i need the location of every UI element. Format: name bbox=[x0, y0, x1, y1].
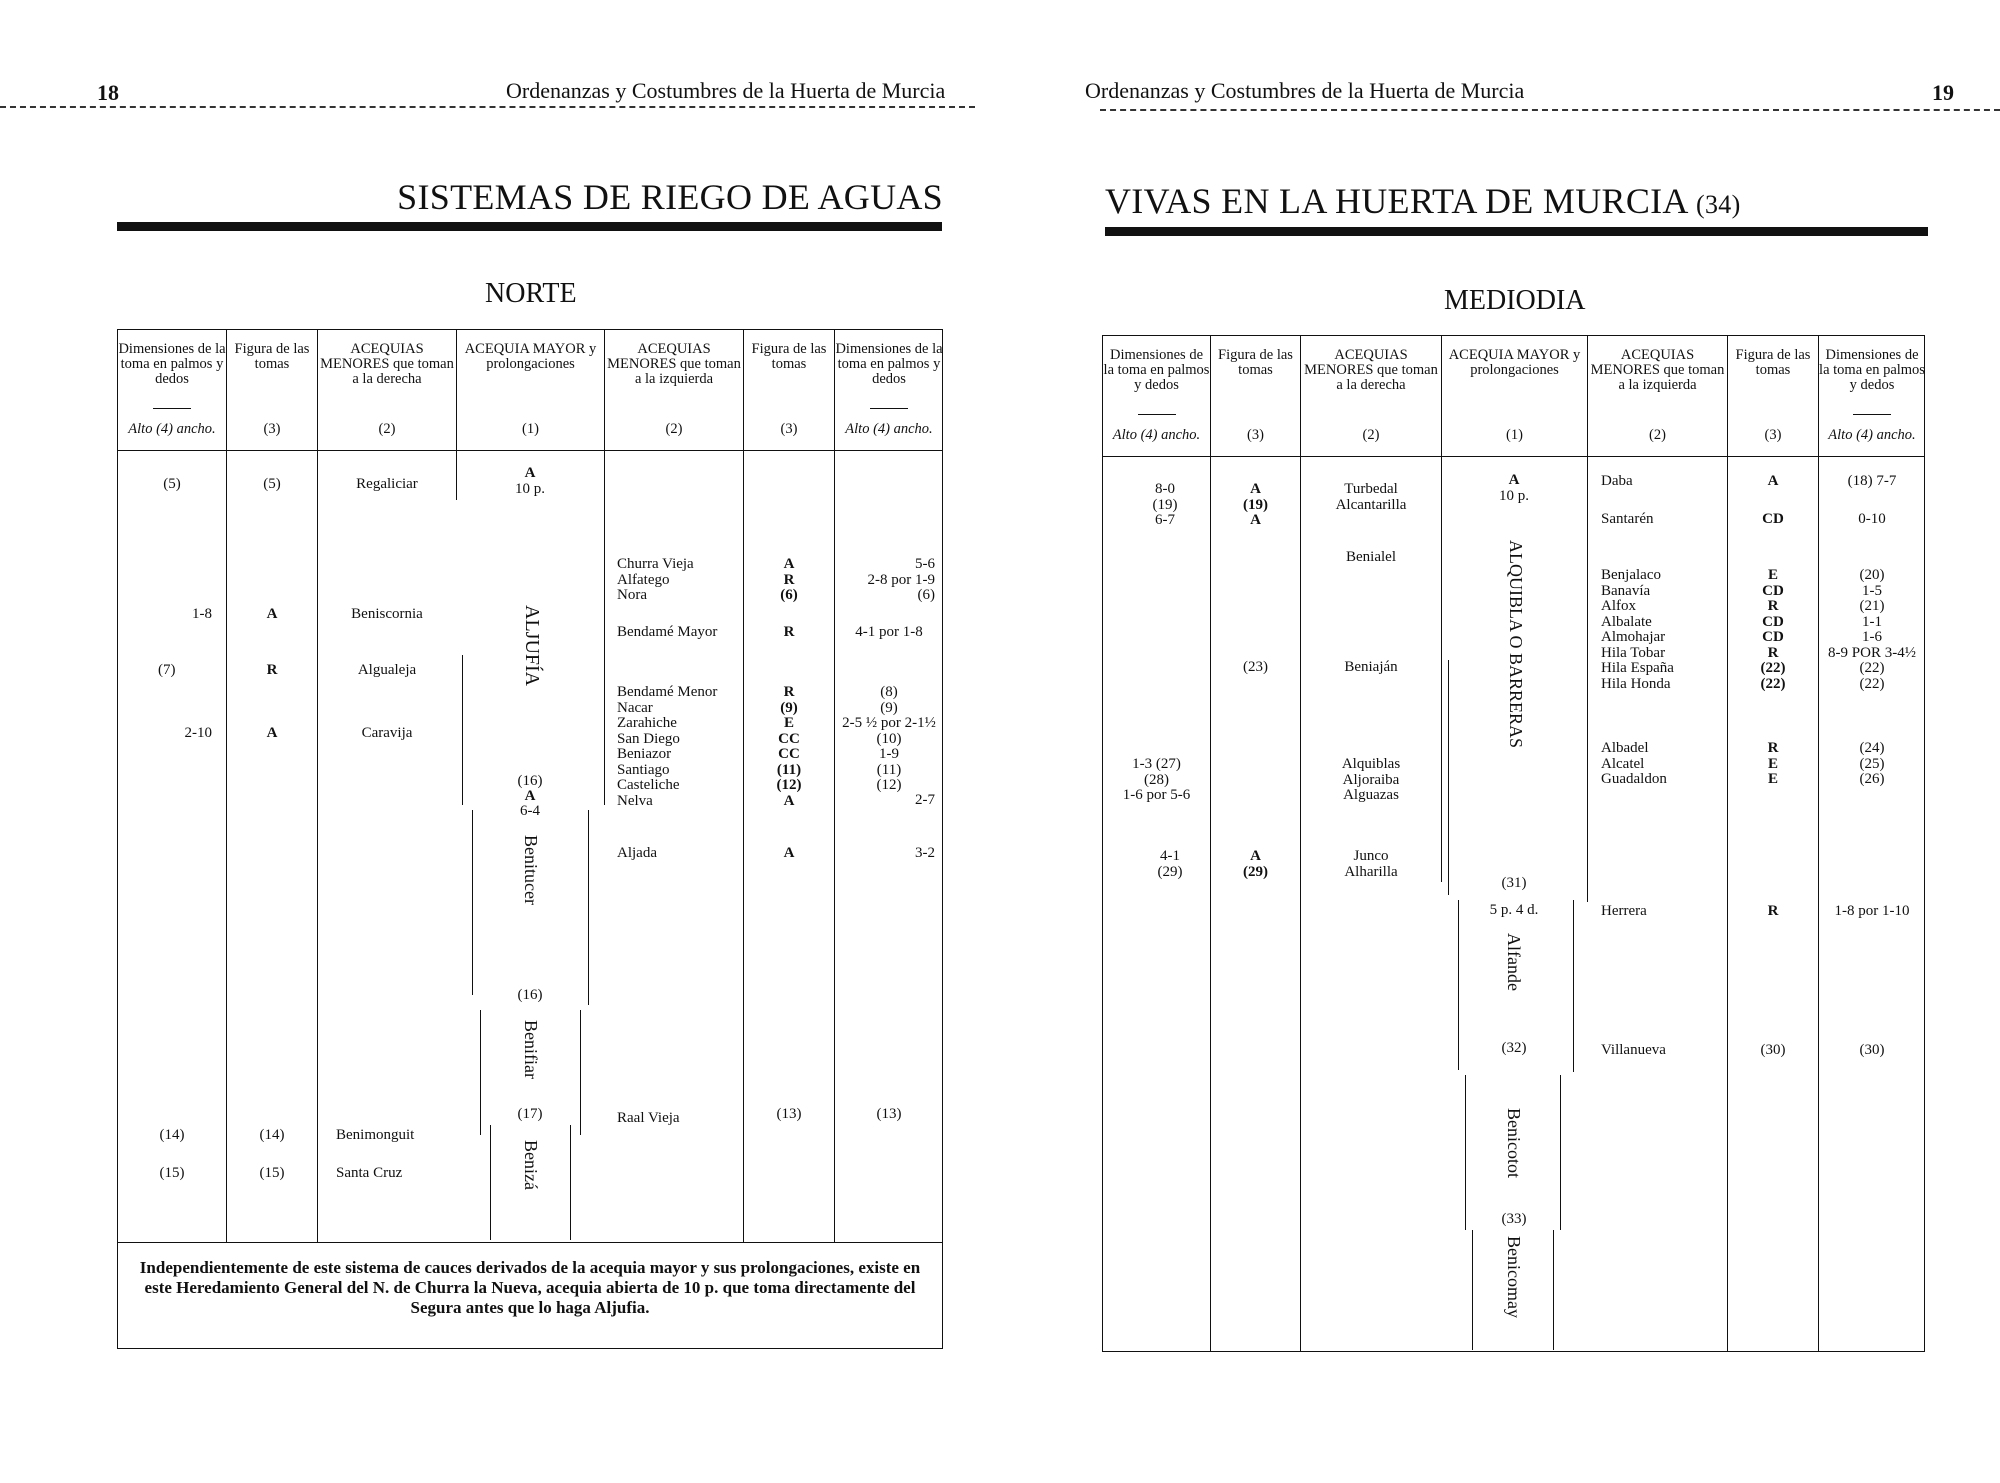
main-channel-aljufia: ALJUFÍA bbox=[521, 605, 543, 687]
dim-cell: 1-8 por 1-10 bbox=[1834, 903, 1910, 919]
channel-name: Beniscornia bbox=[351, 606, 423, 622]
header-number: (2) bbox=[1362, 427, 1380, 443]
header-number: Alto (4) ancho. bbox=[845, 421, 933, 437]
dim-cell: (18) 7-7 bbox=[1847, 473, 1897, 489]
dim-group: 4-1 (29) bbox=[1157, 848, 1183, 880]
channel-figure: A bbox=[1508, 472, 1520, 488]
channel-name: Beniaján bbox=[1344, 659, 1398, 675]
header-sep bbox=[1853, 414, 1891, 415]
fig-group: R (9) E CC CC (11) (12) A bbox=[776, 684, 802, 809]
dim-cell: 0-10 bbox=[1858, 511, 1886, 527]
dim-cell: 3-2 bbox=[915, 845, 935, 861]
header-divider bbox=[117, 450, 943, 451]
column-line bbox=[317, 329, 318, 1242]
header-minor-left: ACEQUIAS MENORES que toman a la izquierda bbox=[607, 341, 741, 387]
channel-note: (33) bbox=[1501, 1211, 1527, 1227]
page-title-text: VIVAS EN LA HUERTA DE MURCIA bbox=[1105, 181, 1687, 221]
channel-name: Daba bbox=[1601, 473, 1633, 489]
header-number: (3) bbox=[263, 421, 281, 437]
fig-cell: R bbox=[783, 624, 795, 640]
column-line bbox=[226, 329, 227, 1242]
dim-cell: (14) bbox=[159, 1127, 185, 1143]
dotted-rule bbox=[1100, 109, 2000, 111]
channel-name: Benialel bbox=[1346, 549, 1396, 565]
header-dimensions-left: Dimensiones de la toma en palmos y dedos bbox=[1103, 347, 1210, 393]
header-number: (3) bbox=[780, 421, 798, 437]
channel-note: (31) bbox=[1501, 875, 1527, 891]
channel-line bbox=[570, 1125, 571, 1240]
channel-note: (16) bbox=[517, 773, 543, 789]
header-number: (2) bbox=[1649, 427, 1666, 443]
dim-group: 1-3 (27) (28) 1-6 por 5-6 bbox=[1122, 756, 1191, 803]
header-main-channel: ACEQUIA MAYOR y prolongaciones bbox=[464, 341, 597, 372]
section-heading: NORTE bbox=[485, 278, 577, 309]
fig-cell: (13) bbox=[776, 1106, 802, 1122]
header-figure-left: Figura de las tomas bbox=[1218, 347, 1293, 378]
fig-cell: A bbox=[266, 725, 278, 741]
fig-cell: CD bbox=[1762, 511, 1784, 527]
channel-name-group: Benjalaco Banavía Alfox Albalate Almohajar Hila Tobar Hila España Hila Honda bbox=[1601, 567, 1674, 692]
dim-cell: (13) bbox=[876, 1106, 902, 1122]
channel-name: Caravija bbox=[361, 725, 413, 741]
header-minor-right: ACEQUIAS MENORES que toman a la derecha bbox=[320, 341, 454, 387]
page-title: SISTEMAS DE RIEGO DE AGUAS bbox=[397, 177, 943, 217]
fig-group: A R (6) bbox=[780, 556, 798, 603]
channel-line bbox=[580, 1010, 581, 1135]
dim-group: 5-6 2-8 por 1-9 (6) bbox=[867, 556, 935, 603]
table-footnote: Independientemente de este sistema de cauces derivados de la acequia mayor y sus prolongaciones, existe en este Heredamiento General del N. de Churra la Nueva, acequia abierta de 10 p. que toma directamente del Segura antes que lo haga Aljufia. bbox=[139, 1258, 921, 1317]
dim-cell: (7) bbox=[158, 662, 176, 678]
channel-line bbox=[604, 450, 605, 805]
fig-group: A (19) A bbox=[1243, 481, 1268, 528]
header-sep bbox=[153, 408, 191, 409]
dim-group: 8-0 (19) 6-7 bbox=[1152, 481, 1178, 528]
header-main-channel: ACEQUIA MAYOR y prolongaciones bbox=[1448, 347, 1581, 378]
dim-cell: (15) bbox=[159, 1165, 185, 1181]
header-dimensions-left: Dimensiones de la toma en palmos y dedos bbox=[118, 341, 226, 387]
channel-figure: A bbox=[524, 788, 536, 804]
fig-cell: A bbox=[266, 606, 278, 622]
header-number: (3) bbox=[1764, 427, 1782, 443]
channel-name: Herrera bbox=[1601, 903, 1647, 919]
dim-cell: 2-10 bbox=[184, 725, 212, 741]
dim-group: (20) 1-5 (21) 1-1 1-6 8-9 POR 3-4½ (22) (22) bbox=[1828, 567, 1916, 692]
fig-cell: (15) bbox=[259, 1165, 285, 1181]
header-sep bbox=[1138, 414, 1176, 415]
header-number: (3) bbox=[1247, 427, 1264, 443]
channel-name: Aljada bbox=[617, 845, 657, 861]
channel-note: (17) bbox=[517, 1106, 543, 1122]
channel-line bbox=[490, 1125, 491, 1240]
section-heading: MEDIODIA bbox=[1444, 285, 1586, 316]
dim-cell: 1-8 bbox=[192, 606, 212, 622]
channel-benicomay: Benicomay bbox=[1504, 1236, 1524, 1318]
dim-cell: (5) bbox=[163, 476, 181, 492]
fig-cell: R bbox=[1767, 903, 1779, 919]
channel-name: Raal Vieja bbox=[617, 1110, 680, 1126]
header-number: Alto (4) ancho. bbox=[128, 421, 216, 437]
column-line bbox=[1587, 335, 1588, 902]
channel-size: 10 p. bbox=[515, 481, 545, 497]
dim-cell: (30) bbox=[1859, 1042, 1885, 1058]
channel-name: Santa Cruz bbox=[336, 1165, 403, 1181]
fig-group: E CD R CD CD R (22) (22) bbox=[1760, 567, 1786, 692]
dotted-rule bbox=[0, 106, 975, 108]
channel-size: 6-4 bbox=[520, 803, 540, 819]
header-number: Alto (4) ancho. bbox=[1828, 427, 1916, 443]
channel-figure: A bbox=[524, 465, 536, 481]
channel-name: Algualeja bbox=[357, 662, 417, 678]
footnote-divider bbox=[117, 1242, 943, 1243]
fig-cell: A bbox=[783, 845, 795, 861]
header-figure-left: Figura de las tomas bbox=[234, 341, 310, 372]
channel-line bbox=[1560, 1075, 1561, 1230]
page-number: 19 bbox=[1932, 80, 1954, 105]
channel-line bbox=[1573, 900, 1574, 1072]
channel-line bbox=[1458, 900, 1459, 1070]
header-sep bbox=[870, 408, 908, 409]
channel-name-group: Alquiblas Aljoraiba Alguazas bbox=[1341, 756, 1401, 803]
title-rule bbox=[1105, 227, 1928, 236]
channel-line bbox=[1465, 1075, 1466, 1230]
dim-group: (24) (25) (26) bbox=[1859, 740, 1885, 787]
running-head: Ordenanzas y Costumbres de la Huerta de Murcia bbox=[1085, 78, 1525, 103]
channel-name-group: Churra Vieja Alfatego Nora bbox=[617, 556, 694, 603]
channel-benicotot: Benicotot bbox=[1504, 1108, 1524, 1178]
channel-size: 5 p. 4 d. bbox=[1489, 902, 1539, 918]
header-number: (1) bbox=[522, 421, 539, 437]
fig-group: R E E bbox=[1767, 740, 1779, 787]
channel-line bbox=[1472, 1230, 1473, 1350]
header-minor-right: ACEQUIAS MENORES que toman a la derecha bbox=[1304, 347, 1438, 393]
channel-name: Santarén bbox=[1601, 511, 1654, 527]
dim-group: (8) (9) 2-5 ½ por 2-1½ (10) 1-9 (11) (12) bbox=[842, 684, 936, 793]
dim-cell: 4-1 por 1-8 bbox=[855, 624, 923, 640]
channel-name-group: Albadel Alcatel Guadaldon bbox=[1601, 740, 1667, 787]
channel-alfande: Alfande bbox=[1504, 933, 1524, 991]
header-figure-right: Figura de las tomas bbox=[1735, 347, 1811, 378]
header-divider bbox=[1102, 456, 1925, 457]
page-title-note: (34) bbox=[1696, 190, 1741, 219]
page-number: 18 bbox=[97, 80, 119, 105]
channel-name-group: Bendamé Menor Nacar Zarahiche San Diego Beniazor Santiago Casteliche Nelva bbox=[617, 684, 718, 809]
fig-cell: (30) bbox=[1760, 1042, 1786, 1058]
channel-name: Bendamé Mayor bbox=[617, 624, 718, 640]
main-channel-alquibla: ALQUIBLA O BARRERAS bbox=[1506, 540, 1526, 749]
channel-name: Villanueva bbox=[1601, 1042, 1666, 1058]
running-head: Ordenanzas y Costumbres de la Huerta de Murcia bbox=[506, 78, 946, 103]
page-title bbox=[1105, 180, 1741, 222]
channel-line bbox=[1553, 1230, 1554, 1350]
channel-benitucer: Benitucer bbox=[521, 835, 541, 905]
channel-line bbox=[480, 1010, 481, 1135]
header-dimensions-right: Dimensiones de la toma en palmos y dedos bbox=[1819, 347, 1925, 393]
header-minor-left: ACEQUIAS MENORES que toman a la izquierda bbox=[1590, 347, 1725, 393]
fig-cell: (14) bbox=[259, 1127, 285, 1143]
channel-beniza: Benizá bbox=[521, 1140, 541, 1190]
channel-line bbox=[472, 810, 473, 995]
header-dimensions-right: Dimensiones de la toma en palmos y dedos bbox=[835, 341, 943, 387]
dim-cell: 2-7 bbox=[915, 792, 935, 808]
fig-cell: R bbox=[266, 662, 278, 678]
channel-line bbox=[462, 655, 463, 805]
header-number: Alto (4) ancho. bbox=[1112, 427, 1201, 443]
channel-line bbox=[1448, 660, 1449, 895]
header-number: (1) bbox=[1506, 427, 1523, 443]
channel-name: Benimonguit bbox=[336, 1127, 415, 1143]
fig-cell: (23) bbox=[1243, 659, 1268, 675]
column-line bbox=[1441, 335, 1442, 882]
title-rule bbox=[117, 222, 942, 231]
channel-name-group: Junco Alharilla bbox=[1344, 848, 1398, 880]
header-number: (2) bbox=[378, 421, 396, 437]
channel-benifiar: Benifiar bbox=[521, 1020, 541, 1079]
channel-size: 10 p. bbox=[1499, 488, 1529, 504]
fig-group: A (29) bbox=[1243, 848, 1268, 880]
channel-note: (16) bbox=[517, 987, 543, 1003]
channel-name-group: Turbedal Alcantarilla bbox=[1335, 481, 1407, 513]
channel-line bbox=[588, 810, 589, 1005]
channel-name: Regaliciar bbox=[356, 476, 418, 492]
channel-line bbox=[456, 450, 457, 500]
fig-cell: (5) bbox=[263, 476, 281, 492]
fig-cell: A bbox=[1767, 473, 1779, 489]
header-figure-right: Figura de las tomas bbox=[751, 341, 827, 372]
channel-note: (32) bbox=[1501, 1040, 1527, 1056]
header-number: (2) bbox=[665, 421, 683, 437]
